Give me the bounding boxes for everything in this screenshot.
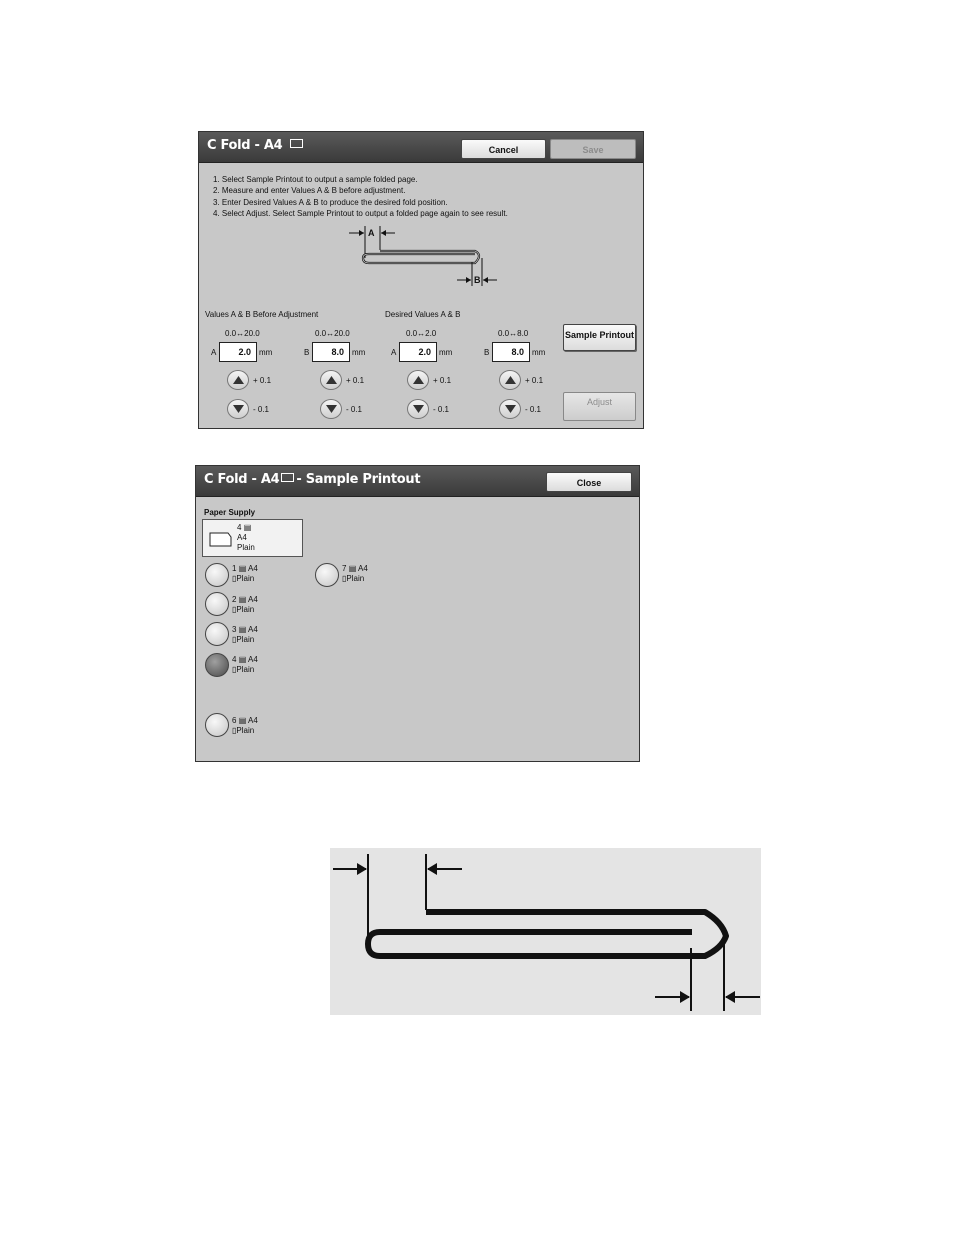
cancel-button[interactable]: Cancel: [461, 139, 546, 159]
tray-icon: ▤: [238, 564, 247, 573]
decrement-label: - 0.1: [253, 405, 270, 414]
down-arrow-icon: [233, 405, 244, 413]
tray-2-radio[interactable]: [205, 592, 229, 616]
fold-diagram-icon: [330, 848, 761, 1015]
paper-sheet-icon: ▯: [232, 605, 237, 614]
value-b-before-field[interactable]: 8.0: [312, 342, 350, 362]
range-label: 0.0↔2.0: [406, 329, 437, 338]
tray-3-radio[interactable]: [205, 622, 229, 646]
adjust-button[interactable]: Adjust: [563, 392, 636, 421]
paper-sheet-icon: ▯: [232, 574, 237, 583]
current-tray-button[interactable]: [202, 519, 303, 557]
unit-label: mm: [439, 348, 453, 357]
tray-7-radio[interactable]: [315, 563, 339, 587]
tray-icon: ▤: [243, 523, 252, 532]
dialog-titlebar: [196, 466, 639, 497]
paper-sheet-icon: ▯: [342, 574, 347, 583]
dialog-title: C Fold - A4: [207, 138, 303, 153]
value-b-desired-field[interactable]: 8.0: [492, 342, 530, 362]
decrement-button[interactable]: [227, 399, 249, 419]
sample-printout-button[interactable]: Sample Printout: [563, 324, 636, 351]
increment-label: + 0.1: [253, 376, 272, 385]
tray-1-radio[interactable]: [205, 563, 229, 587]
current-tray-info: 4 ▤ A4 Plain: [237, 523, 255, 552]
value-a-desired-field[interactable]: 2.0: [399, 342, 437, 362]
increment-button[interactable]: [227, 370, 249, 390]
down-arrow-icon: [413, 405, 424, 413]
paper-sheet-icon: ▯: [232, 726, 237, 735]
range-label: 0.0↔20.0: [315, 329, 350, 338]
down-arrow-icon: [505, 405, 516, 413]
up-arrow-icon: [413, 376, 424, 384]
c-fold-dialog: [198, 131, 644, 429]
tray-6-info: 6 ▤ A4 ▯Plain: [232, 716, 258, 735]
increment-label: + 0.1: [346, 376, 365, 385]
close-button[interactable]: Close: [546, 472, 632, 492]
field-letter: B: [304, 348, 310, 357]
decrement-label: - 0.1: [346, 405, 363, 414]
paper-orientation-icon: [290, 139, 303, 148]
instruction-2: 2. Measure and enter Values A & B before adjustment.: [213, 186, 406, 196]
tray-4-info: 4 ▤ A4 ▯Plain: [232, 655, 258, 674]
instruction-1: 1. Select Sample Printout to output a sample folded page.: [213, 175, 418, 184]
tray-1-info: 1 ▤ A4 ▯Plain: [232, 564, 258, 583]
tray-3-info: 3 ▤ A4 ▯Plain: [232, 625, 258, 644]
paper-supply-label: Paper Supply: [204, 508, 256, 517]
unit-label: mm: [532, 348, 546, 357]
increment-button[interactable]: [320, 370, 342, 390]
paper-orientation-icon: [281, 473, 294, 482]
field-letter: B: [484, 348, 490, 357]
field-letter: A: [391, 348, 397, 357]
diagram-label-b: B: [474, 275, 481, 285]
sample-printout-dialog: [195, 465, 640, 762]
tray-icon: ▤: [238, 655, 247, 664]
instruction-3: 3. Enter Desired Values A & B to produce the desired fold position.: [213, 197, 448, 207]
increment-button[interactable]: [407, 370, 429, 390]
dialog-title: C Fold - A4 - Sample Printout: [204, 472, 421, 487]
paper-sheet-icon: [209, 530, 233, 548]
value-a-before-field[interactable]: 2.0: [219, 342, 257, 362]
decrement-button[interactable]: [499, 399, 521, 419]
range-label: 0.0↔8.0: [498, 329, 529, 338]
up-arrow-icon: [505, 376, 516, 384]
group-label-before: Values A & B Before Adjustment: [205, 310, 319, 319]
down-arrow-icon: [326, 405, 337, 413]
decrement-label: - 0.1: [433, 405, 450, 414]
instruction-4: 4. Select Adjust. Select Sample Printout to output a folded page again to see result.: [213, 208, 508, 218]
save-button[interactable]: Save: [550, 139, 636, 159]
unit-label: mm: [352, 348, 366, 357]
increment-button[interactable]: [499, 370, 521, 390]
tray-icon: ▤: [348, 564, 357, 573]
decrement-label: - 0.1: [525, 405, 542, 414]
decrement-button[interactable]: [407, 399, 429, 419]
field-letter: A: [211, 348, 217, 357]
range-label: 0.0↔20.0: [225, 329, 260, 338]
unit-label: mm: [259, 348, 273, 357]
tray-icon: ▤: [238, 595, 247, 604]
increment-label: + 0.1: [525, 376, 544, 385]
group-label-desired: Desired Values A & B: [385, 310, 461, 319]
up-arrow-icon: [233, 376, 244, 384]
tray-icon: ▤: [238, 625, 247, 634]
tray-6-radio[interactable]: [205, 713, 229, 737]
diagram-label-a: A: [368, 228, 375, 238]
tray-4-radio[interactable]: [205, 653, 229, 677]
tray-2-info: 2 ▤ A4 ▯Plain: [232, 595, 258, 614]
decrement-button[interactable]: [320, 399, 342, 419]
dialog-titlebar: [199, 132, 643, 163]
tray-7-info: 7 ▤ A4 ▯Plain: [342, 564, 368, 583]
tray-icon: ▤: [238, 716, 247, 725]
paper-sheet-icon: ▯: [232, 665, 237, 674]
up-arrow-icon: [326, 376, 337, 384]
fold-diagram-enlarged: [330, 848, 761, 1015]
increment-label: + 0.1: [433, 376, 452, 385]
paper-sheet-icon: ▯: [232, 635, 237, 644]
instructions: [213, 174, 508, 219]
